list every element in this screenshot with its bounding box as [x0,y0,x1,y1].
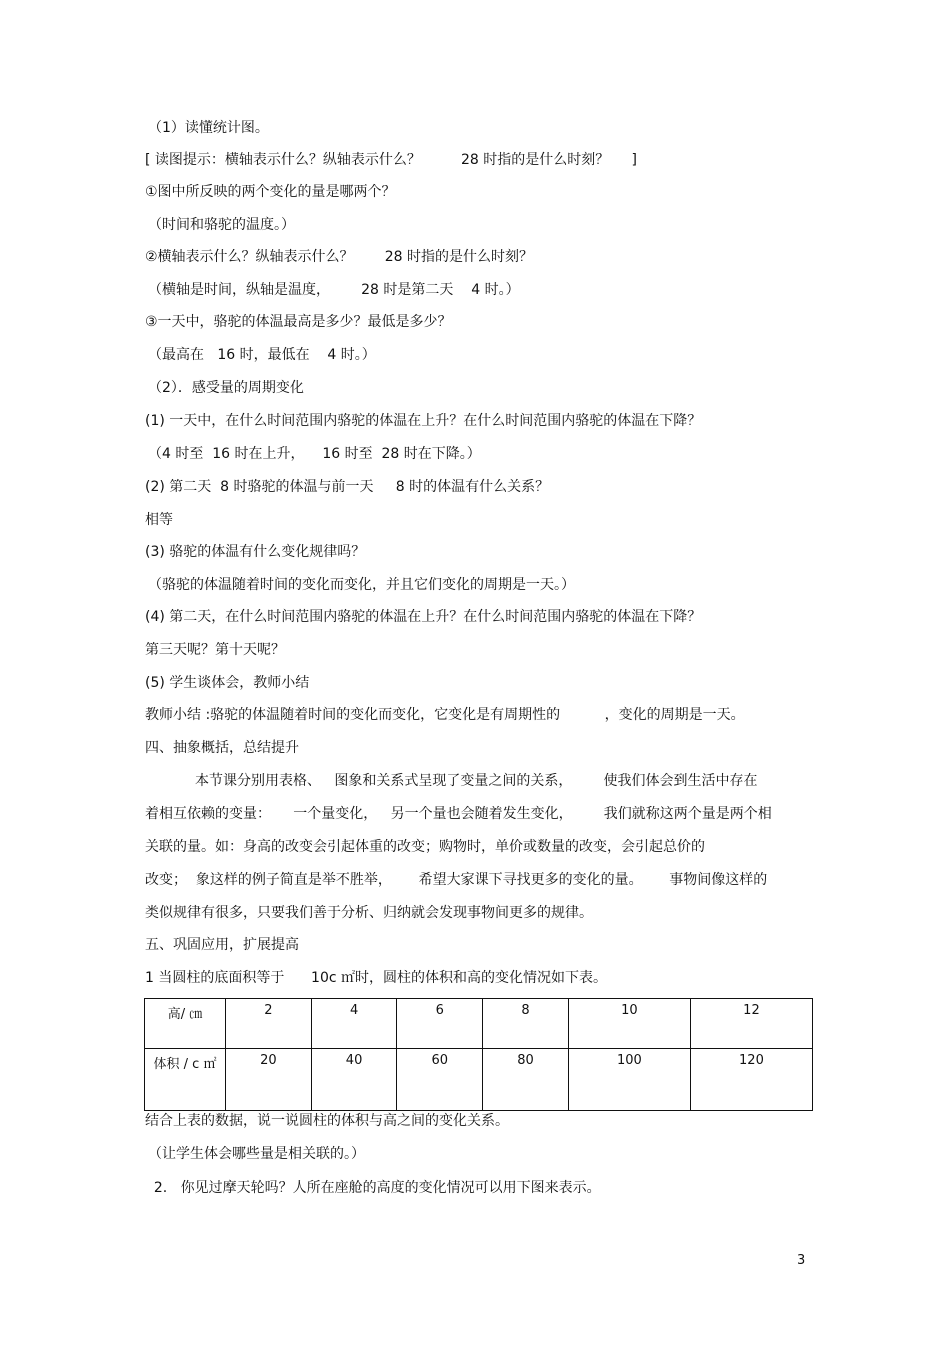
table-cell: 80 [483,1049,569,1111]
section-heading: 五、巩固应用，扩展提高 [145,937,299,953]
text-line: 第三天呢？第十天呢？ [145,642,285,658]
text-line: 教师小结 :骆驼的体温随着时间的变化而变化，它变化是有周期性的 ，变化的周期是一天。 [145,707,745,723]
text-line: 结合上表的数据，说一说圆柱的体积与高之间的变化关系。 [145,1113,509,1129]
text-line: ②横轴表示什么？纵轴表示什么？ 28 时指的是什么时刻？ [145,249,533,265]
table-cell: 2 [226,999,312,1049]
text-line: [ 读图提示：横轴表示什么？纵轴表示什么？ 28 时指的是什么时刻？ ] [145,152,637,168]
text-line: （骆驼的体温随着时间的变化而变化，并且它们变化的周期是一天。） [148,577,575,593]
table-cell: 100 [568,1049,690,1111]
volume-height-table [144,998,813,1111]
table-cell: 6 [397,999,483,1049]
table-cell: 4 [311,999,397,1049]
text-line: （2）．感受量的周期变化 [148,380,304,396]
table-cell: 60 [397,1049,483,1111]
text-line: 本节课分别用表格、 图象和关系式呈现了变量之间的关系， 使我们体会到生活中存在 [195,773,758,789]
section-heading: 四、抽象概括，总结提升 [145,740,299,756]
table-cell: 40 [311,1049,397,1111]
text-line: 相等 [145,512,173,528]
text-line: (4) 第二天，在什么时间范围内骆驼的体温在上升？在什么时间范围内骆驼的体温在下降？ [145,609,702,625]
table-cell: 12 [690,999,812,1049]
text-line: （横轴是时间，纵轴是温度， 28 时是第二天 4 时。） [148,282,520,298]
text-line: （最高在 16 时，最低在 4 时。） [148,347,376,363]
text-line: （时间和骆驼的温度。） [148,217,295,233]
page-number: 3 [797,1253,806,1268]
text-line: 类似规律有很多，只要我们善于分析、归纳就会发现事物间更多的规律。 [145,905,593,921]
table-cell: 120 [690,1049,812,1111]
text-line: （4 时至 16 时在上升， 16 时至 28 时在下降。） [148,446,481,462]
text-line: ①图中所反映的两个变化的量是哪两个？ [145,184,396,200]
text-line: (2) 第二天 8 时骆驼的体温与前一天 8 时的体温有什么关系？ [145,479,550,495]
text-line: 改变； 象这样的例子简直是举不胜举， 希望大家课下寻找更多的变化的量。 事物间像这样的 [145,872,768,888]
text-line: 1 当圆柱的底面积等于 10c ㎡时，圆柱的体积和高的变化情况如下表。 [145,970,608,986]
table-cell: 20 [226,1049,312,1111]
text-line: (1) 一天中，在什么时间范围内骆驼的体温在上升？在什么时间范围内骆驼的体温在下降？ [145,413,702,429]
text-line: 着相互依赖的变量： 一个量变化， 另一个量也会随着发生变化， 我们就称这两个量是两个相 [145,806,772,822]
table-cell: 10 [568,999,690,1049]
table-row [145,1049,813,1111]
text-line: (5) 学生谈体会，教师小结 [145,675,310,691]
text-line: 关联的量。如：身高的改变会引起体重的改变；购物时，单价或数量的改变，会引起总价的 [145,839,705,855]
text-line: (3) 骆驼的体温有什么变化规律吗？ [145,544,366,560]
table-cell: 8 [483,999,569,1049]
text-line: （让学生体会哪些量是相关联的。） [148,1146,365,1162]
table-header-cell: 体积 / c ㎡ [145,1049,226,1111]
text-line: （1）读懂统计图。 [148,120,269,136]
table-header-cell: 高/ ㎝ [145,999,226,1049]
table-row [145,999,813,1049]
text-line: ③一天中，骆驼的体温最高是多少？最低是多少？ [145,314,452,330]
text-line: 2. 你见过摩天轮吗？人所在座舱的高度的变化情况可以用下图来表示。 [145,1180,601,1196]
